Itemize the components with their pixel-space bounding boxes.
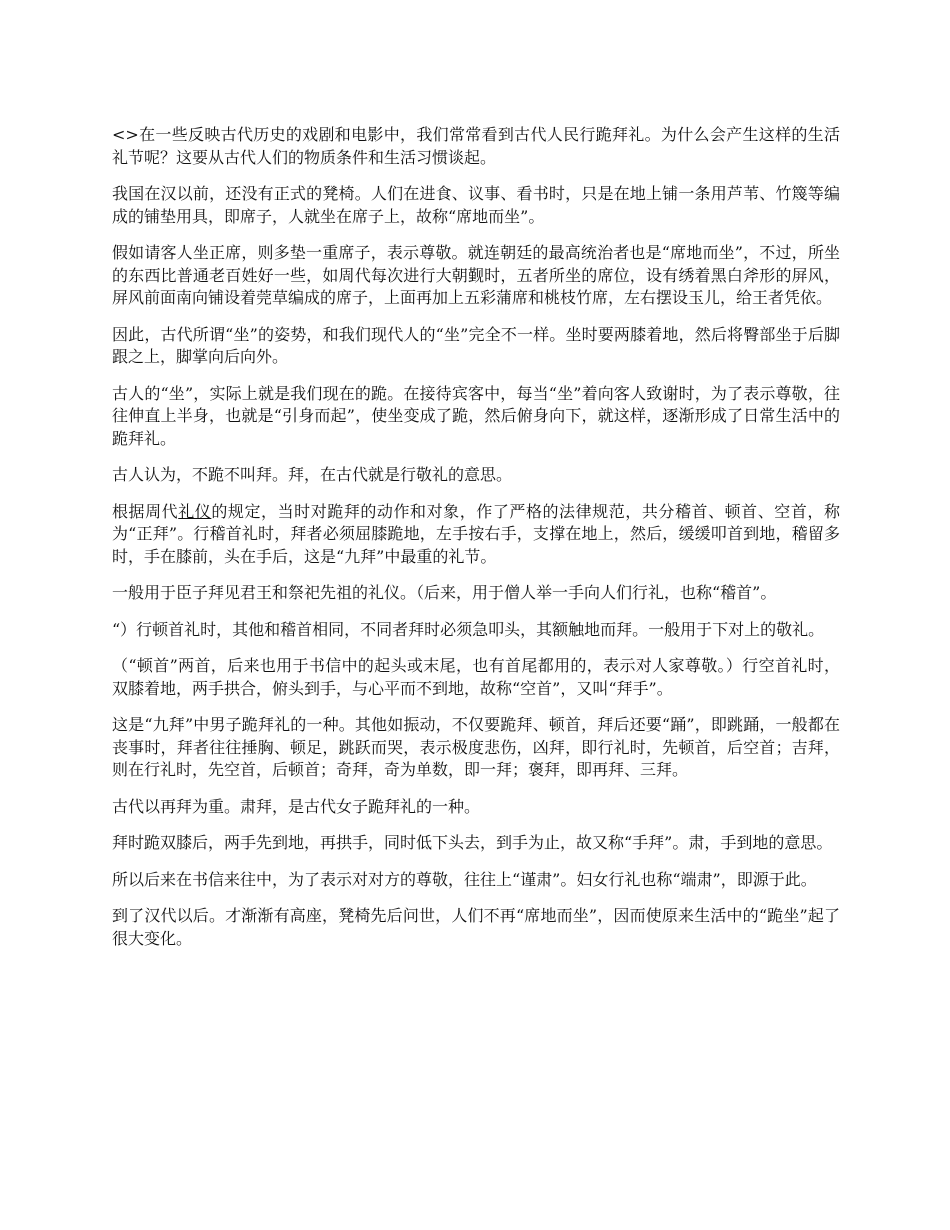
paragraph: 一般用于臣子拜见君王和祭祀先祖的礼仪。（后来，用于僧人举一手向人们行礼，也称“稽首”。 <box>112 583 777 602</box>
paragraph: “）行顿首礼时，其他和稽首相同，不同者拜时必须急叩头，其额触地而拜。一般用于下对上的敬礼。 <box>112 619 825 639</box>
paragraph: 因此，古代所谓“坐”的姿势，和我们现代人的“坐”完全不一样。坐时要两膝着地，然后将臀部坐于后脚跟之上，脚掌向后向外。 <box>112 324 840 366</box>
paragraph: 拜时跪双膝后，两手先到地，再拱手，同时低下头去，到手为止，故又称“手拜”。肃，手到地的意思。 <box>112 833 833 852</box>
paragraph: 古人认为，不跪不叫拜。拜，在古代就是行敬礼的意思。 <box>112 465 513 484</box>
paragraph-with-link <box>112 501 840 569</box>
paragraph: 古人的“坐”，实际上就是我们现在的跪。在接待宾客中，每当“坐”着向客人致谢时，为了表示尊敬，往往伸直上半身，也就是“引身而起”，使坐变成了跪，然后俯身向下，就这样，逐渐形成了日常生活中的跪拜礼。 <box>112 383 840 448</box>
paragraph: 我国在汉以前，还没有正式的凳椅。人们在进食、议事、看书时，只是在地上铺一条用芦苇、竹篾等编成的铺垫用具，即席子，人就坐在席子上，故称“席地而坐”。 <box>112 184 840 226</box>
paragraph-text-before-link: 根据周代 <box>112 501 179 521</box>
paragraph: 古代以再拜为重。肃拜，是古代女子跪拜礼的一种。 <box>112 796 481 816</box>
paragraph: （“顿首”两首，后来也用于书信中的起头或末尾，也有首尾都用的，表示对人家尊敬。）行空首礼时，双膝着地，两手拱合，俯头到手，与心平而不到地，故称“空首”，又叫“拜手”。 <box>112 656 840 698</box>
paragraph: <>在一些反映古代历史的戏剧和电影中，我们常常看到古代人民行跪拜礼。为什么会产生这样的生活礼节呢？这要从古代人们的物质条件和生活习惯谈起。 <box>112 125 840 167</box>
paragraph: 到了汉代以后。才渐渐有高座，凳椅先后问世，人们不再“席地而坐”，因而使原来生活中的“跪坐”起了很大变化。 <box>112 906 840 948</box>
document-body <box>112 124 840 964</box>
paragraph-text-after-link: 的规定，当时对跪拜的动作和对象，作了严格的法律规范，共分稽首、顿首、空首，称为“正拜”。行稽首礼时，拜者必须屈膝跪地，左手按右手，支撑在地上，然后，缓缓叩首到地，稽留多时，手在膝前，头在手后，这是“九拜”中最重的礼节。 <box>112 501 840 566</box>
paragraph: 这是“九拜”中男子跪拜礼的一种。其他如振动，不仅要跪拜、顿首，拜后还要“踊”，即跳踊，一般都在丧事时，拜者往往捶胸、顿足，跳跃而哭，表示极度悲伤，凶拜，即行礼时，先顿首，后空首；吉拜，则在行礼时，先空首，后顿首；奇拜，奇为单数，即一拜；褒拜，即再拜、三拜。 <box>112 715 840 779</box>
paragraph: 假如请客人坐正席，则多垫一重席子，表示尊敬。就连朝廷的最高统治者也是“席地而坐”，不过，所坐的东西比普通老百姓好一些，如周代每次进行大朝觐时，五者所坐的席位，设有绣着黑白斧形的屏风，屏风前面南向铺设着莞草编成的席子，上面再加上五彩蒲席和桃枝竹席，左右摆设玉儿，给王者凭依。 <box>112 243 840 307</box>
liyi-link[interactable]: 礼仪 <box>178 501 212 521</box>
paragraph: 所以后来在书信来往中，为了表示对对方的尊敬，往往上“谨肃”。妇女行礼也称“端肃”，即源于此。 <box>112 869 817 889</box>
